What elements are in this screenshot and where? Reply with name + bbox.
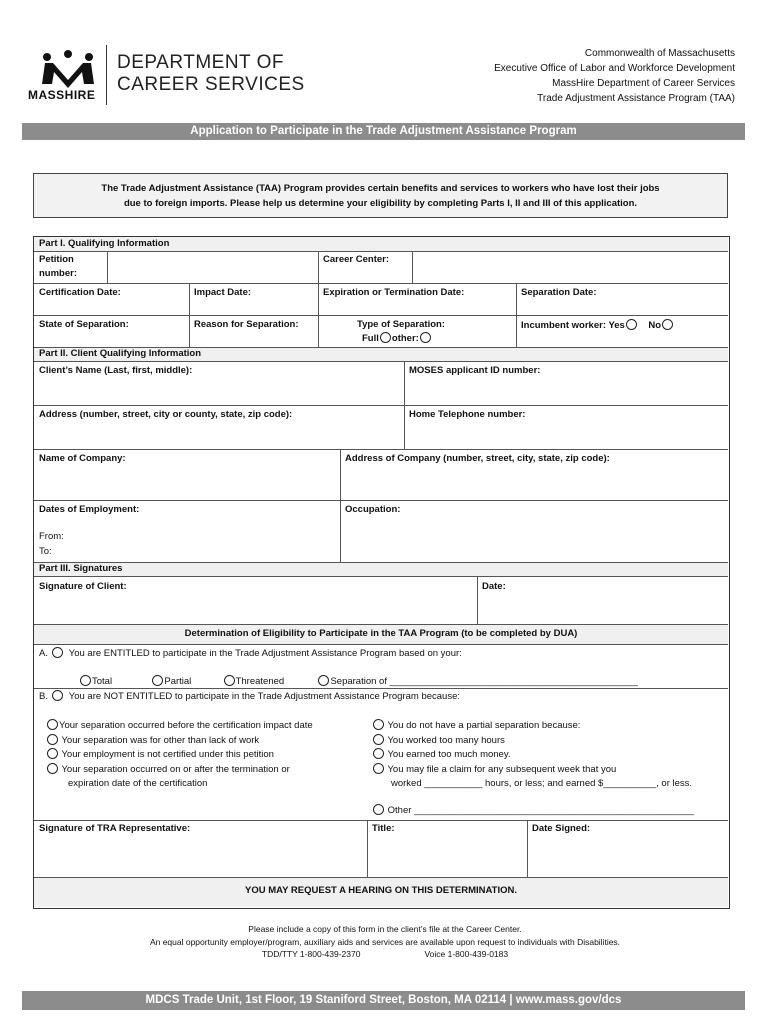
incumbent-yes-label: Incumbent worker: Yes <box>521 320 625 331</box>
full-radio[interactable] <box>380 332 391 343</box>
other-reason-row: Other _____________________________________________________ <box>372 804 694 816</box>
company-name-label: Name of Company: <box>39 453 126 464</box>
career-center-field[interactable] <box>414 252 726 282</box>
reason-item: You worked too many hours <box>372 734 692 749</box>
reason-item: Your separation occurred on or after the termination or <box>46 763 313 778</box>
reason-radio[interactable] <box>47 719 58 730</box>
entitled-row: A. You are ENTITLED to participate in the Trade Adjustment Assistance Program based on your: <box>39 648 462 659</box>
partial-radio[interactable] <box>152 675 163 686</box>
threatened-radio[interactable] <box>224 675 235 686</box>
client-signature-label: Signature of Client: <box>39 581 127 592</box>
agency-lines: Commonwealth of Massachusetts Executive Office of Labor and Workforce Development MassHire Department of Career Services Trade Adjustment Assistance Program (TAA) <box>494 48 735 104</box>
left-reasons: Your separation occurred before the certification impact date Your separation was for other than lack of work Your employment is not certified under this petition Your separation occurred on or after the termination or expiration date of the certification <box>46 719 313 792</box>
right-reasons: You do not have a partial separation because: You worked too many hours You earned too much money. You may file a claim for any subsequent week that you worked ___________ hours, or less; and earned $__________, or less. <box>372 719 692 792</box>
part1-heading: Part I. Qualifying Information <box>39 238 170 249</box>
not-entitled-row: B. You are NOT ENTITLED to participate in the Trade Adjustment Assistance Program because: <box>39 691 461 702</box>
not-entitled-radio[interactable] <box>52 690 63 701</box>
address-label: Address (number, street, city or county, state, zip code): <box>39 409 293 420</box>
tra-signature-label: Signature of TRA Representative: <box>39 823 191 834</box>
expiration-date-label: Expiration or Termination Date: <box>323 287 465 298</box>
full-option-label: Full <box>362 333 379 344</box>
reason-item: You may file a claim for any subsequent week that you <box>372 763 692 778</box>
form-title: Application to Participate in the Trade Adjustment Assistance Program <box>22 123 745 140</box>
contact-numbers: TDD/TTY 1-800-439-2370 Voice 1-800-439-0183 <box>261 949 509 959</box>
part2-heading: Part II. Client Qualifying Information <box>39 348 202 359</box>
reason-separation-label: Reason for Separation: <box>194 319 299 330</box>
separation-date-label: Separation Date: <box>521 287 597 298</box>
petition-number-field[interactable] <box>109 252 317 282</box>
home-phone-label: Home Telephone number: <box>409 409 526 420</box>
impact-date-label: Impact Date: <box>194 287 252 298</box>
total-radio[interactable] <box>80 675 91 686</box>
company-address-label: Address of Company (number, street, city, state, zip code): <box>345 453 610 464</box>
footer-notes: Please include a copy of this form in the client’s file at the Career Center. An equal opportunity employer/program, auxiliary aids and services are available upon request to individuals with Disabilities. TDD/TTY 1-800-439-2370 Voice 1-800-439-0183 <box>0 923 770 961</box>
reason-radio[interactable] <box>373 719 384 730</box>
reason-radio[interactable] <box>373 734 384 745</box>
client-date-label: Date: <box>482 581 506 592</box>
logo-divider <box>106 45 107 105</box>
separation-of-radio[interactable] <box>318 675 329 686</box>
reason-radio[interactable] <box>47 748 58 759</box>
reason-item: Your employment is not certified under this petition <box>46 748 313 763</box>
incumbent-no-radio[interactable] <box>662 319 673 330</box>
reason-radio[interactable] <box>47 763 58 774</box>
from-label: From: <box>39 531 64 542</box>
part3-heading: Part III. Signatures <box>39 563 123 574</box>
reason-item: Your separation was for other than lack of work <box>46 734 313 749</box>
petition-number-label: number: <box>39 268 77 279</box>
incumbent-worker <box>521 319 674 331</box>
reason-radio[interactable] <box>47 734 58 745</box>
reason-radio[interactable] <box>373 748 384 759</box>
incumbent-yes-radio[interactable] <box>626 319 637 330</box>
moses-id-label: MOSES applicant ID number: <box>409 365 541 376</box>
logo-wordmark: MASSHIRE <box>28 88 96 102</box>
other-option-label: other: <box>391 333 419 344</box>
tra-title-label: Title: <box>372 823 395 834</box>
other-radio[interactable] <box>420 332 431 343</box>
reason-radio[interactable] <box>373 763 384 774</box>
client-name-label: Client’s Name (Last, first, middle): <box>39 365 193 376</box>
separation-type-row: Total Partial Threatened Separation of _______________________________________________ <box>79 675 638 687</box>
petition-label: Petition <box>39 254 74 265</box>
other-reason-radio[interactable] <box>373 804 384 815</box>
reason-item: Your separation occurred before the certification impact date <box>46 719 313 734</box>
dates-employment-label: Dates of Employment: <box>39 504 140 515</box>
department-name: DEPARTMENT OF CAREER SERVICES <box>117 52 305 95</box>
reason-item: You earned too much money. <box>372 748 692 763</box>
career-center-label: Career Center: <box>323 254 389 265</box>
entitled-radio[interactable] <box>52 647 63 658</box>
reason-item: You do not have a partial separation because: <box>372 719 692 734</box>
incumbent-no-label: No <box>648 320 662 331</box>
determination-heading: Determination of Eligibility to Participate in the TAA Program (to be completed by DUA) <box>184 628 578 639</box>
intro-box: The Trade Adjustment Assistance (TAA) Program provides certain benefits and services to workers who have lost their jobs due to foreign imports. Please help us determine your eligibility by completing Parts I, II and III of this application. <box>33 173 728 218</box>
state-separation-label: State of Separation: <box>39 319 129 330</box>
hearing-notice: YOU MAY REQUEST A HEARING ON THIS DETERMINATION. <box>244 885 517 896</box>
type-separation-options <box>362 332 432 344</box>
footer-address-bar: MDCS Trade Unit, 1st Floor, 19 Staniford Street, Boston, MA 02114 | www.mass.gov/dcs <box>22 991 745 1010</box>
application-form <box>33 236 730 909</box>
occupation-label: Occupation: <box>345 504 401 515</box>
certification-date-label: Certification Date: <box>39 287 121 298</box>
type-separation-label: Type of Separation: <box>357 319 445 330</box>
part3-header-bg <box>34 562 728 576</box>
to-label: To: <box>39 546 52 557</box>
date-signed-label: Date Signed: <box>532 823 591 834</box>
